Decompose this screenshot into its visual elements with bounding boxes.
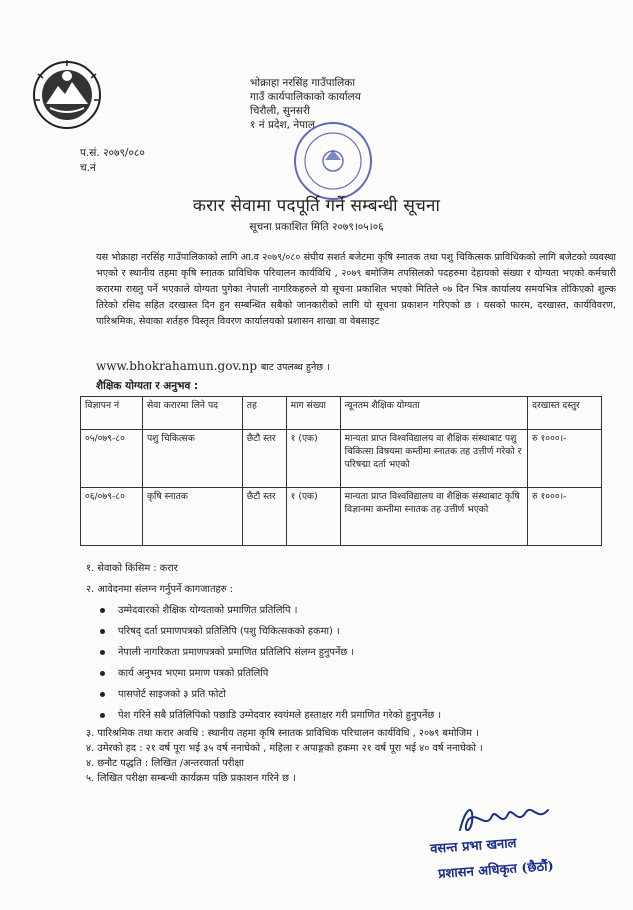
list-item: ५. लिखित परीक्षा सम्बन्धी कार्यक्रम पछि प्रकाशन गरिने छ । — [86, 773, 296, 784]
qualification-heading: शैक्षिक योग्यता र अनुभव : — [96, 380, 199, 392]
letter-number: प.सं. २०७९/०८० — [80, 147, 145, 159]
website-suffix: बाट उपलब्ध हुनेछ । — [260, 362, 330, 373]
list-item: २. आवेदनमा संलग्न गर्नुपर्ने कागजातहरु : — [86, 584, 234, 595]
document-bullet: उम्मेदवारको शैक्षिक योग्यताको प्रमाणित प्रतिलिपि । — [86, 600, 616, 621]
notice-body: यस भोक्राहा नरसिंह गाउँपालिकाको लागि आ.व २०७९/०८० संघीय सशर्त बजेटमा कृषि स्नातक तथा पशु चिकित्सक प्राविधिकको लागि बजेटको व्यवस्था भएको र स्थानीय तहमा कृषि स्नातक प्राविधिक परिचालन कार्यविधि , २०७९ बमोजिम तपसिलको पदहरुमा देहायको संख्या र योग्यता भएको कर्मचारी करारमा राख्नु पर्ने भएकाले योग्यता पुगेका नेपाली नागरिकहरुले यो सूचना प्रकाशित भएको मितिले ०७ दिन भित्र कार्यालय समयभित्र तोकिएको शुल्क तिरेको रसिद सहित दरखास्त दिन हुन सम्बन्धित सबैको जानकारीको लागि यो सूचना प्रकाशन गरिएको छ । यसको फारम, दरखास्त, कार्यविवरण, पारिश्रमिक, सेवाका शर्तहरु विस्तृत विवरण कार्यालयको प्रशासन शाखा वा वेबसाइट — [96, 252, 616, 327]
website-line — [96, 359, 330, 373]
province-name: १ नं प्रदेश, नेपाल — [250, 119, 315, 131]
cell-level: छैटौ स्तर — [242, 430, 286, 488]
header-level: तह — [242, 397, 286, 430]
document-bullet: पासपोर्ट साइजको ३ प्रति फोटो — [86, 684, 616, 705]
document-bullet: पेश गरिने सबै प्रतिलिपिको पछाडि उम्मेदवार स्वयंमले हस्ताक्षर गरी प्रमाणित गरेको हुनुपर्नेछ । — [86, 705, 616, 726]
header-application-fee: दरखास्त दस्तुर — [528, 397, 602, 430]
office-stamp-icon — [292, 120, 374, 202]
list-item: ३. पारिश्रमिक तथा करार अवधि : स्थानीय तहमा कृषि स्नातक प्राविधिक परिचालन कार्यविधि , २०७९ बमोजिम । — [86, 728, 479, 739]
website-link[interactable]: www.bhokrahamun.gov.np — [96, 359, 258, 373]
cell-demand-count: १ (एक) — [286, 488, 340, 546]
cell-application-fee: रु १०००।- — [528, 430, 602, 488]
table-row — [81, 430, 602, 488]
cell-min-qualification: मान्यता प्राप्त विश्वविद्यालय वा शैक्षिक संस्थाबाट कृषि विज्ञानमा कम्तीमा स्नातक तह उत्तीर्ण भएको — [340, 488, 528, 546]
reference-block — [80, 146, 145, 176]
cell-post: पशु चिकित्सक — [142, 430, 242, 488]
list-item: ४. उमेरको हद : २१ वर्ष पूरा भई ३५ वर्ष ननाघेको , महिला र अपाङ्गको हकमा २१ वर्ष पूरा भई ४० वर्ष ननाघेको । — [86, 743, 483, 754]
cell-min-qualification: मान्यता प्राप्त विश्वविद्यालय वा शैक्षिक संस्थाबाट पशु चिकित्सा विषयमा कम्तीमा स्नातक तह उत्तीर्ण गरेको र परिषद्मा दर्ता भएको — [340, 430, 528, 488]
header-demand-count: माग संख्या — [286, 397, 340, 430]
notice-title: करार सेवामा पदपूर्ति गर्ने सम्बन्धी सूचना — [192, 196, 441, 216]
office-location: चिरौली, सुनसरी — [250, 105, 310, 117]
conditions-list — [86, 558, 616, 786]
list-item: १. सेवाको किसिम : करार — [86, 563, 178, 574]
cell-advertisement-no: ०५/०७९-८० — [81, 430, 143, 488]
vacancy-table — [80, 396, 602, 546]
document-bullet: नेपाली नागरिकता प्रमाणपत्रको प्रमाणित प्रतिलिपि संलग्न हुनुपर्नेछ । — [86, 642, 616, 663]
cell-application-fee: रु १०००।- — [528, 488, 602, 546]
list-item: ४. छनौट पद्धति : लिखित /अन्तरवार्ता परीक्षा — [86, 758, 244, 769]
cell-advertisement-no: ०६/०७९-८० — [81, 488, 143, 546]
publication-date: सूचना प्रकाशित मिति २०७९।०५।०६ — [249, 221, 384, 233]
signatory-title: प्रशासन अधिकृत (छैठौं) — [437, 858, 555, 883]
dispatch-number: च.नं — [80, 162, 96, 174]
header-post: सेवा करारमा लिने पद — [142, 397, 242, 430]
cell-demand-count: १ (एक) — [286, 430, 340, 488]
document-bullet: कार्य अनुभव भएमा प्रमाण पत्रको प्रतिलिपि — [86, 663, 616, 684]
header-min-qualification: न्यूनतम शैक्षिक योग्यता — [340, 397, 528, 430]
cell-post: कृषि स्नातक — [142, 488, 242, 546]
header-advertisement-no: विज्ञापन नं — [81, 397, 143, 430]
cell-level: छैटौ स्तर — [242, 488, 286, 546]
office-name: गाउँ कार्यपालिकाको कार्यालय — [250, 91, 361, 103]
nepal-government-emblem-icon — [32, 60, 102, 130]
table-row — [81, 488, 602, 546]
document-bullet: परिषद् दर्ता प्रमाणपत्रको प्रतिलिपि (पशु चिकित्सकको हकमा) । — [86, 621, 616, 642]
signatory-name: वसन्त प्रभा खनाल — [429, 836, 517, 857]
municipality-name: भोक्राहा नरसिंह गाउँपालिका — [250, 77, 356, 89]
table-header-row — [81, 397, 602, 430]
